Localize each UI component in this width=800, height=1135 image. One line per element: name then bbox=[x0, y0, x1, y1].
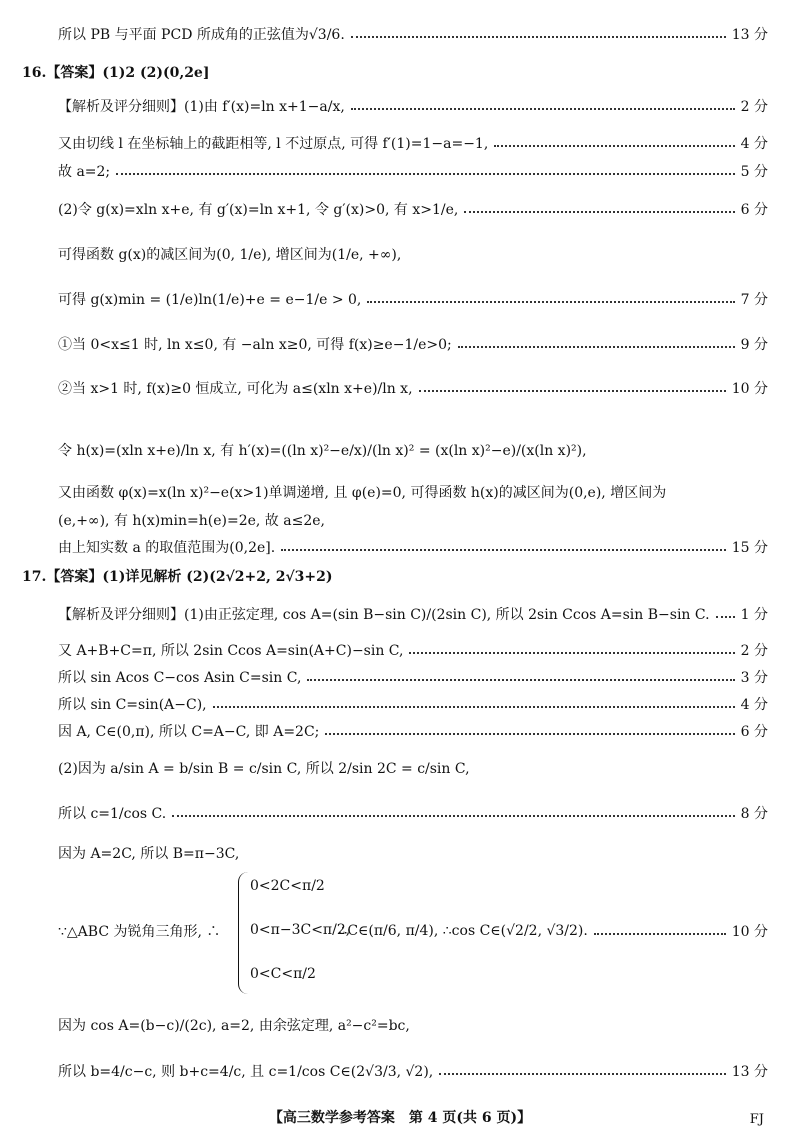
answer-line bbox=[58, 721, 768, 741]
score: 2 分 bbox=[740, 643, 768, 659]
score: 5 分 bbox=[740, 164, 768, 180]
answer-line bbox=[58, 440, 768, 460]
leader-dots bbox=[464, 210, 734, 213]
answer-line bbox=[58, 378, 768, 398]
leader-dots bbox=[594, 932, 726, 935]
case-item: 0<C<π/2 bbox=[250, 966, 316, 982]
leader-dots bbox=[458, 345, 735, 348]
footer-code: FJ bbox=[749, 1112, 764, 1127]
score: 13 分 bbox=[731, 27, 768, 43]
line-text: 17.【答案】(1)详见解析 (2)(2√2+2, 2√3+2) bbox=[22, 569, 333, 585]
answer-line bbox=[58, 843, 768, 863]
leader-dots bbox=[716, 615, 735, 618]
answer-line bbox=[58, 289, 768, 309]
answer-line bbox=[58, 133, 768, 153]
answer-line bbox=[58, 758, 768, 778]
line-text: ∵△ABC 为锐角三角形, ∴ bbox=[58, 924, 221, 940]
answer-line bbox=[58, 244, 768, 264]
answer-line bbox=[58, 537, 768, 557]
line-text: 可得 g(x)min = (1/e)ln(1/e)+e = e−1/e > 0, bbox=[58, 292, 362, 308]
score: 15 分 bbox=[731, 540, 768, 556]
score: 4 分 bbox=[740, 136, 768, 152]
line-text: ②当 x>1 时, f(x)≥0 恒成立, 可化为 a≤(xln x+e)/ln x, bbox=[58, 381, 413, 397]
line-text: (2)因为 a/sin A = b/sin B = c/sin C, 所以 2/sin 2C = c/sin C, bbox=[58, 761, 470, 777]
score: 2 分 bbox=[740, 99, 768, 115]
answer-line bbox=[58, 161, 768, 181]
leader-dots bbox=[172, 814, 734, 817]
case-item: 0<2C<π/2 bbox=[250, 878, 325, 894]
leader-dots bbox=[439, 1072, 725, 1075]
answer-line bbox=[58, 694, 768, 714]
line-text: 因为 cos A=(b−c)/(2c), a=2, 由余弦定理, a²−c²=bc, bbox=[58, 1018, 410, 1034]
score: 10 分 bbox=[731, 381, 768, 397]
line-text: 可得函数 g(x)的减区间为(0, 1/e), 增区间为(1/e, +∞), bbox=[58, 247, 402, 263]
line-text: 【解析及评分细则】(1)由 f′(x)=ln x+1−a/x, bbox=[58, 99, 345, 115]
score: 13 分 bbox=[731, 1064, 768, 1080]
line-text: 所以 b=4/c−c, 则 b+c=4/c, 且 c=1/cos C∈(2√3/3, √2), bbox=[58, 1064, 434, 1080]
line-text: 所以 c=1/cos C. bbox=[58, 806, 167, 822]
leader-dots bbox=[116, 172, 734, 175]
line-text: 所以 PB 与平面 PCD 所成角的正弦值为√3/6. bbox=[58, 27, 345, 43]
leader-dots bbox=[281, 548, 726, 551]
line-text: ①当 0<x≤1 时, ln x≤0, 有 −aln x≥0, 可得 f(x)≥e−1/e>0; bbox=[58, 337, 452, 353]
line-text: 【解析及评分细则】(1)由正弦定理, cos A=(sin B−sin C)/(2sin C), 所以 2sin Ccos A=sin B−sin C. bbox=[58, 607, 710, 623]
page-footer: 【高三数学参考答案 第 4 页(共 6 页)】 bbox=[268, 1110, 532, 1126]
answer-line bbox=[58, 803, 768, 823]
leader-dots bbox=[213, 705, 735, 708]
answer-line bbox=[58, 199, 768, 219]
answer-line bbox=[58, 24, 768, 44]
line-text: 因为 A=2C, 所以 B=π−3C, bbox=[58, 846, 240, 862]
score: 3 分 bbox=[740, 670, 768, 686]
question-16-answer bbox=[22, 62, 768, 82]
answer-line bbox=[58, 1015, 768, 1035]
leader-dots bbox=[409, 651, 734, 654]
answer-line bbox=[58, 640, 768, 660]
leader-dots bbox=[494, 144, 734, 147]
score: 6 分 bbox=[740, 724, 768, 740]
line-text: (e,+∞), 有 h(x)min=h(e)=2e, 故 a≤2e, bbox=[58, 513, 325, 529]
answer-line bbox=[58, 334, 768, 354]
question-17-answer bbox=[22, 566, 768, 586]
leader-dots bbox=[367, 300, 734, 303]
answer-line bbox=[58, 667, 768, 687]
score: 6 分 bbox=[740, 202, 768, 218]
score: 10 分 bbox=[731, 924, 768, 940]
line-text: 由上知实数 a 的取值范围为(0,2e]. bbox=[58, 540, 276, 556]
line-text: 16.【答案】(1)2 (2)(0,2e] bbox=[22, 65, 210, 81]
score: 4 分 bbox=[740, 697, 768, 713]
answer-line bbox=[58, 482, 768, 502]
line-text: 又由函数 φ(x)=x(ln x)²−e(x>1)单调递增, 且 φ(e)=0, 可得函数 h(x)的减区间为(0,e), 增区间为 bbox=[58, 485, 667, 501]
line-text: 令 h(x)=(xln x+e)/ln x, 有 h′(x)=((ln x)²−e/x)/(ln x)² = (x(ln x)²−e)/(x(ln x)²), bbox=[58, 443, 587, 459]
score: 8 分 bbox=[740, 806, 768, 822]
score: 9 分 bbox=[740, 337, 768, 353]
leader-dots bbox=[307, 678, 734, 681]
score: 1 分 bbox=[740, 607, 768, 623]
line-text: 因 A, C∈(0,π), 所以 C=A−C, 即 A=2C; bbox=[58, 724, 320, 740]
line-text: 故 a=2; bbox=[58, 164, 111, 180]
answer-line bbox=[58, 604, 768, 624]
line-text: 所以 sin Acos C−cos Asin C=sin C, bbox=[58, 670, 302, 686]
answer-line bbox=[58, 96, 768, 116]
line-text: ∴C∈(π/6, π/4), ∴cos C∈(√2/2, √3/2). bbox=[338, 923, 588, 939]
line-text: 又 A+B+C=π, 所以 2sin Ccos A=sin(A+C)−sin C, bbox=[58, 643, 404, 659]
answer-line bbox=[58, 921, 768, 941]
answer-line bbox=[58, 1061, 768, 1081]
case-item: 0<π−3C<π/2, bbox=[250, 922, 351, 938]
leader-dots bbox=[325, 732, 734, 735]
leader-dots bbox=[351, 107, 735, 110]
score: 7 分 bbox=[740, 292, 768, 308]
line-text: 所以 sin C=sin(A−C), bbox=[58, 697, 207, 713]
line-text: 又由切线 l 在坐标轴上的截距相等, l 不过原点, 可得 f′(1)=1−a=−1, bbox=[58, 136, 489, 152]
leader-dots bbox=[351, 35, 726, 38]
answer-line bbox=[58, 510, 768, 530]
line-text: (2)令 g(x)=xln x+e, 有 g′(x)=ln x+1, 令 g′(x)>0, 有 x>1/e, bbox=[58, 202, 459, 218]
leader-dots bbox=[419, 389, 726, 392]
